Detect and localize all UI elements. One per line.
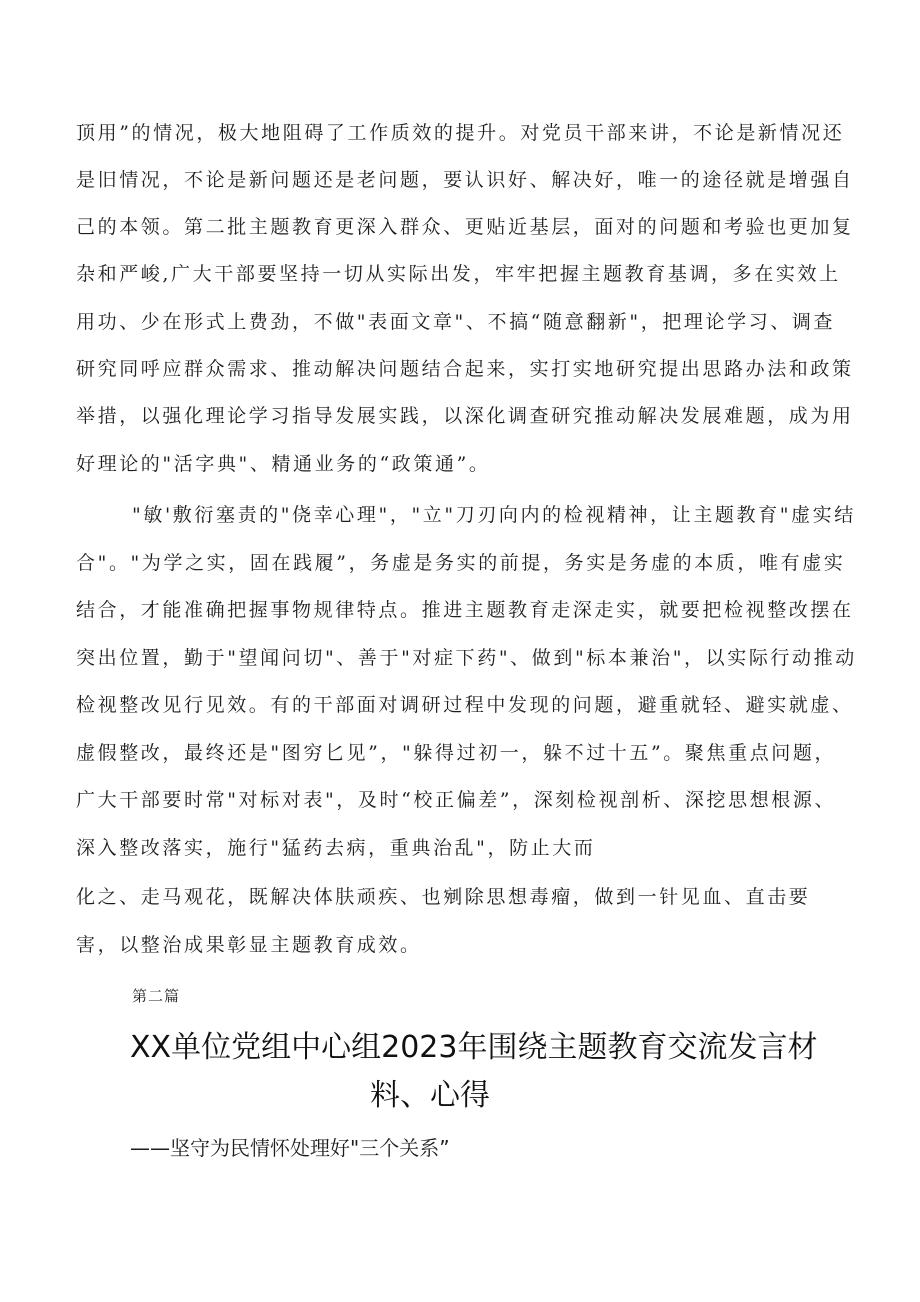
paragraph-line: 广大干部要时常"对标对表"，及时“校正偏差”，深刻检视剖析、深挖思想根源、 bbox=[76, 789, 837, 811]
paragraph-line: 虚假整改，最终还是"图穷匕见”，"躲得过初一，躲不过十五”。聚焦重点问题， bbox=[76, 742, 837, 764]
paragraph-line: 检视整改见行见效。有的干部面对调研过程中发现的问题，避重就轻、避实就虚、 bbox=[76, 694, 854, 716]
paragraph-line: 合"。"为学之实，固在践履”，务虚是务实的前提，务实是务虚的本质，唯有虚实 bbox=[76, 552, 846, 574]
paragraph-line: 害，以整治成果彰显主题教育成效。 bbox=[76, 934, 422, 956]
paragraph-line: 是旧情况，不论是新问题还是老问题，要认识好、解决好，唯一的途径就是增强自 bbox=[76, 169, 854, 191]
paragraph-line: 举措，以强化理论学习指导发展实践，以深化调查研究推动解决发展难题，成为用 bbox=[76, 405, 854, 427]
paragraph-line: 研究同呼应群众需求、推动解决问题结合起来，实打实地研究提出思路办法和政策 bbox=[76, 358, 854, 380]
paragraph-line: 己的本领。第二批主题教育更深入群众、更贴近基层，面对的问题和考验也更加复 bbox=[76, 216, 854, 238]
paragraph-line: 突出位置，勤于"望闻问切"、善于"对症下药"、做到"标本兼治"，以实际行动推动 bbox=[76, 647, 857, 669]
document-subtitle: ——坚守为民情怀处理好"三个关系” bbox=[130, 1136, 450, 1160]
paragraph-line: 深入整改落实，施行"猛药去病，重典治乱"，防止大而 bbox=[76, 837, 596, 859]
paragraph-line: 杂和严峻,广大干部要坚持一切从实际出发，牢牢把握主题教育基调，多在实效上 bbox=[76, 263, 841, 285]
paragraph-line: "敏'敷衍塞责的"侥幸心理"，"立"刀刃向内的检视精神，让主题教育"虚实结 bbox=[132, 504, 856, 526]
section-label: 第二篇 bbox=[132, 987, 181, 1005]
paragraph-line: 好理论的"活字典"、精通业务的“政策通”。 bbox=[76, 453, 491, 475]
document-title: XX单位党组中心组2023年围绕主题教育交流发言材 bbox=[130, 1030, 818, 1065]
paragraph-line: 化之、走马观花，既解决体肤顽疾、也剜除思想毒瘤，做到一针见血、直击要 bbox=[76, 886, 811, 908]
document-title-continued: 料、心得 bbox=[370, 1078, 490, 1113]
paragraph-line: 用功、少在形式上费劲，不做"表面文章"、不搞“随意翻新"，把理论学习、调查 bbox=[76, 311, 836, 333]
paragraph-line: 顶用”的情况，极大地阻碍了工作质效的提升。对党员干部来讲，不论是新情况还 bbox=[76, 122, 845, 144]
paragraph-line: 结合，才能准确把握事物规律特点。推进主题教育走深走实，就要把检视整改摆在 bbox=[76, 599, 854, 621]
